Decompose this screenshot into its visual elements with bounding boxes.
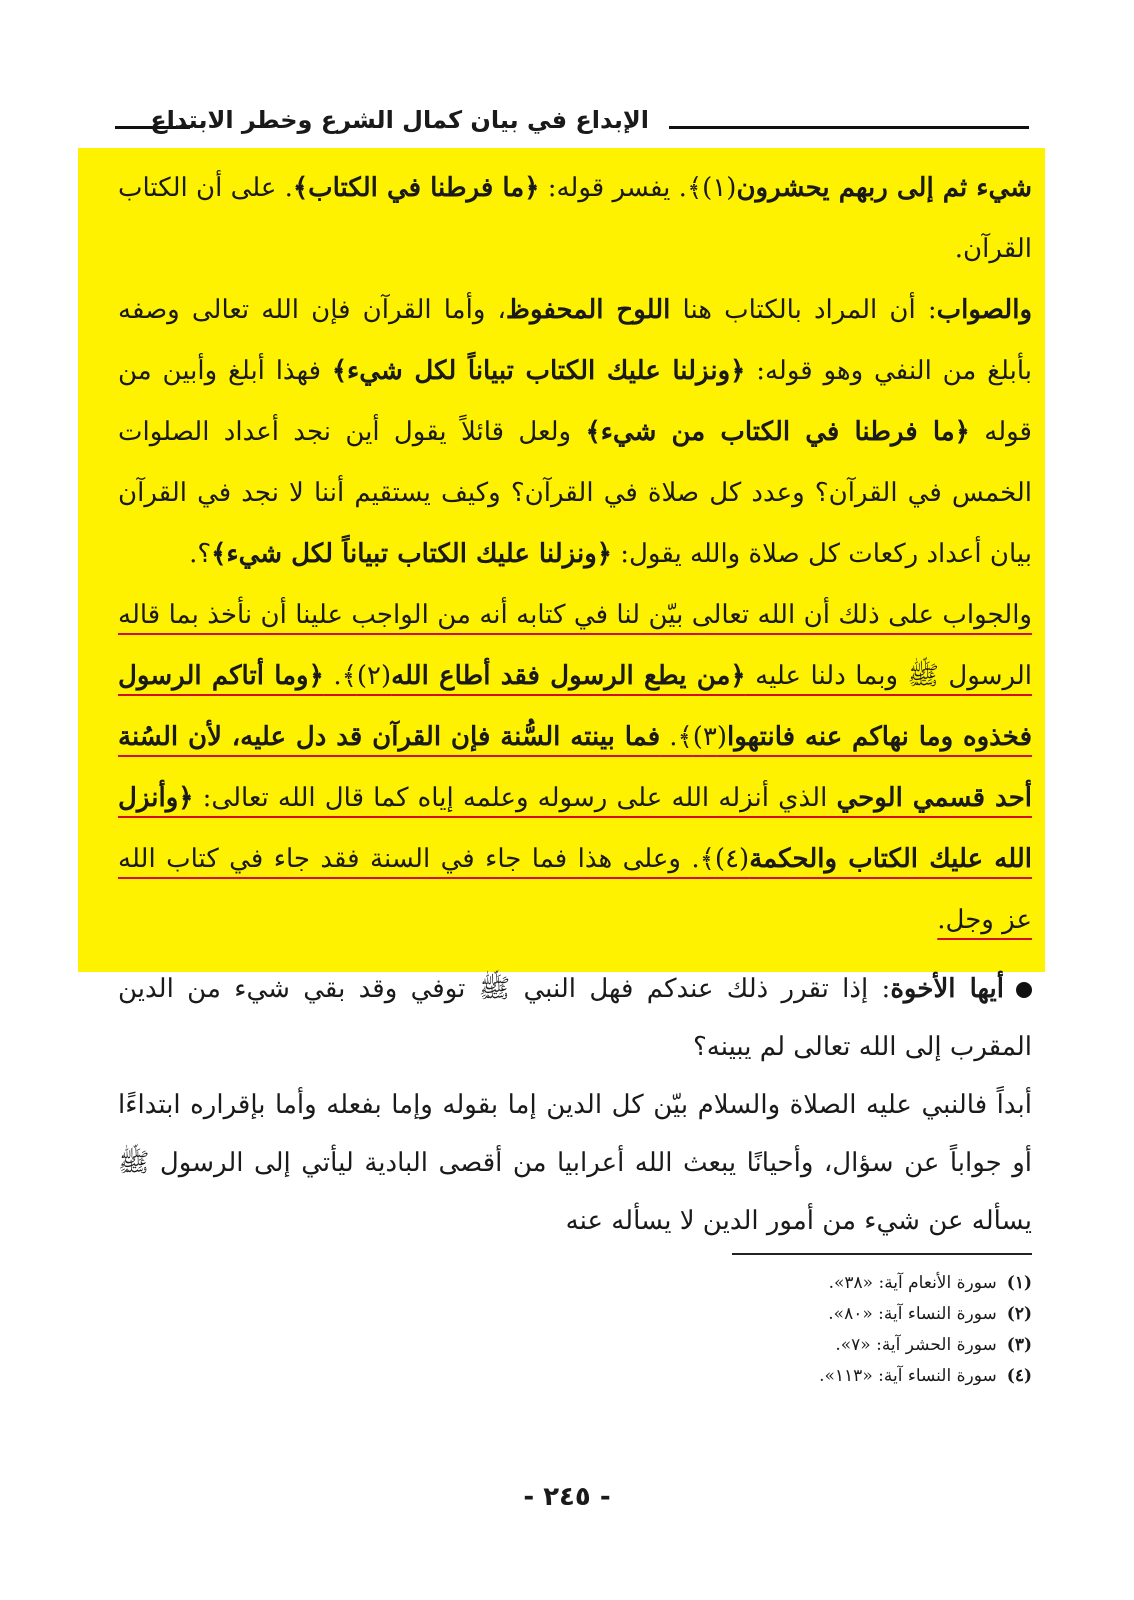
footnotes xyxy=(600,1268,1032,1392)
text-segment: ﴿ونزلنا عليك الكتاب تبياناً لكل شيء﴾ xyxy=(211,539,612,569)
text-segment: ﴾. وعلى هذا فما جاء في السنة فقد جاء في كتاب الله عز وجل. xyxy=(118,844,1032,935)
footnote-item xyxy=(600,1299,1032,1330)
text-segment: ولعل قائلاً يقول أين نجد أعداد الصلوات الخمس في القرآن؟ وعدد كل صلاة في القرآن؟ وكيف يستقيم أننا لا نجد في القرآن بيان أعداد ركعات كل صلاة والله يقول: xyxy=(118,417,1032,569)
text-segment: : أن المراد بالكتاب هنا xyxy=(670,295,937,325)
bullet-icon xyxy=(1016,982,1032,998)
footnote-text: سورة النساء آية: «٨٠». xyxy=(828,1304,997,1324)
footnote-number: (١) xyxy=(1006,1273,1032,1293)
footnote-text: سورة النساء آية: «١١٣». xyxy=(819,1366,997,1386)
plain-text xyxy=(118,960,1032,1250)
text-segment: ، وأما القرآن فإن الله تعالى وصفه بأبلغ من النفي وهو قوله: xyxy=(118,295,1032,386)
text-segment: ﴿ما فرطنا في الكتاب من شيء﴾ xyxy=(585,417,970,447)
text-segment: (٢) xyxy=(356,661,392,691)
text-segment: فهذا أبلغ وأبين من قوله xyxy=(118,356,1032,447)
text-segment: أبداً فالنبي عليه الصلاة والسلام بيّن كل الدين إما بقوله وإما بفعله وأما بإقراره ابتداءًا أو جواباً عن سؤال، وأحيانًا يبعث الله أعرابيا من أقصى البادية ليأتي إلى الرسول ﷺ يسأله عن شيء من أمور الدين لا يسأله عنه xyxy=(118,1090,1032,1236)
text-segment: ﴿من يطع الرسول فقد أطاع الله xyxy=(391,661,746,691)
footnote-item xyxy=(600,1361,1032,1392)
text-segment: ﴾. يفسر قوله: xyxy=(539,173,703,203)
text-segment: شيء ثم إلى ربهم يحشرون xyxy=(736,173,1032,203)
highlighted-text xyxy=(118,158,1032,951)
footnote-text: سورة الحشر آية: «٧». xyxy=(835,1335,997,1355)
text-segment: (١) xyxy=(702,173,737,203)
text-segment: ﴾. xyxy=(660,722,693,752)
text-segment: فما بينته السُّنة فإن القرآن قد دل عليه، لأن السُنة أحد قسمي الوحي xyxy=(118,722,1032,813)
text-segment: ﴿ونزلنا عليك الكتاب تبياناً لكل شيء﴾ xyxy=(331,356,746,386)
text-segment: والجواب على ذلك أن الله تعالى بيّن لنا في كتابه أنه من الواجب علينا أن نأخذ بما قاله الرسول ﷺ وبما دلنا عليه xyxy=(118,600,1032,691)
paragraph-1 xyxy=(118,158,1032,280)
text-segment: اللوح المحفوظ xyxy=(505,295,671,325)
text-segment: ﴿وما أتاكم الرسول فخذوه وما نهاكم عنه فانتهوا xyxy=(118,661,1033,752)
footnote-separator xyxy=(732,1253,1032,1255)
footnote-number: (٣) xyxy=(1006,1335,1032,1355)
footnote-number: (٤) xyxy=(1006,1366,1032,1386)
text-segment: الذي أنزله الله على رسوله وعلمه إياه كما قال الله تعالى: xyxy=(193,783,837,813)
text-segment: . على أن الكتاب القرآن. xyxy=(117,173,1032,264)
footnote-item xyxy=(600,1330,1032,1361)
text-segment: أيها الأخوة xyxy=(890,974,1004,1004)
footnote-item xyxy=(600,1268,1032,1299)
header-rule-right xyxy=(669,126,1029,129)
paragraph-3 xyxy=(118,585,1032,951)
header-title: الإبداع في بيان كمال الشرع وخطر الابتداع xyxy=(150,106,649,134)
text-segment: (٣) xyxy=(692,722,727,752)
footnote-text: سورة الأنعام آية: «٣٨». xyxy=(828,1273,997,1293)
text-segment: والصواب xyxy=(936,295,1033,325)
paragraph-4 xyxy=(118,960,1032,1076)
paragraph-4-text xyxy=(118,974,1032,1062)
text-segment: ؟. xyxy=(189,539,212,569)
paragraph-2 xyxy=(118,280,1032,585)
running-header xyxy=(115,102,1029,142)
text-segment: ﴿وأنزل الله عليك الكتاب والحكمة xyxy=(118,783,1033,874)
footnote-number: (٢) xyxy=(1006,1304,1032,1324)
paragraph-5 xyxy=(118,1076,1032,1250)
page-number: - ٢٤٥ - xyxy=(523,1482,611,1512)
text-segment: : إذا تقرر ذلك عندكم فهل النبي ﷺ توفي وقد بقي شيء من الدين المقرب إلى الله تعالى لم يبينه؟ xyxy=(118,974,1032,1062)
text-segment: (٤) xyxy=(714,844,750,874)
text-segment: ﴾. xyxy=(323,661,357,691)
text-segment: ﴿ما فرطنا في الكتاب﴾ xyxy=(292,173,540,203)
